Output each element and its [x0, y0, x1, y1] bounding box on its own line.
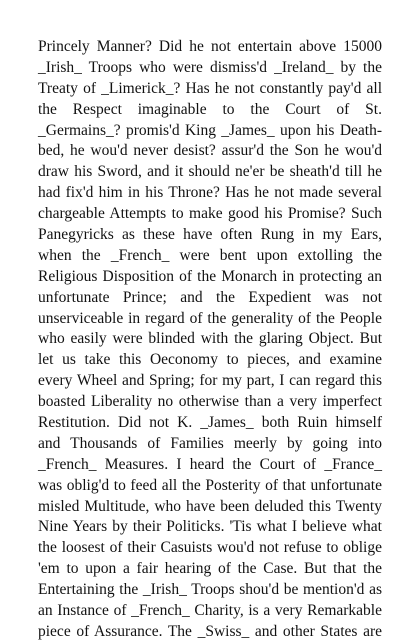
text-line: bed, he wou'd never desist? assur'd the Son he wou'd — [38, 142, 382, 160]
text-line: the Respect imaginable to the Court of St. — [38, 100, 382, 118]
text-line: piece of Assurance. The _Swiss_ and other States are — [38, 622, 382, 640]
text-line: an Instance of _French_ Charity, is a very Remarkable — [38, 602, 382, 620]
text-line: Religious Disposition of the Monarch in protecting an — [38, 267, 382, 285]
text-line: when the _French_ were bent upon extolling the — [38, 246, 382, 264]
text-line: Entertaining the _Irish_ Troops shou'd be mention'd as — [38, 581, 382, 599]
text-line: had fix'd him in his Throne? Has he not made several — [38, 184, 382, 202]
text-line: misled Multitude, who have been deluded this Twenty — [38, 497, 382, 515]
document-page — [38, 37, 382, 643]
text-line: Princely Manner? Did he not entertain above 15000 — [38, 38, 382, 55]
text-line: Treaty of _Limerick_? Has he not constantly pay'd all — [38, 79, 382, 97]
text-line: Nine Years by their Politicks. 'Tis what I believe what — [38, 518, 382, 536]
text-line: _Irish_ Troops who were dismiss'd _Ireland_ by the — [38, 58, 382, 76]
text-line: _Germains_? promis'd King _James_ upon his Death- — [38, 121, 382, 139]
text-line: was oblig'd to feed all the Posterity of that unfortunate — [38, 476, 382, 494]
text-line: unserviceable in regard of the generality of the People — [38, 309, 382, 327]
text-line: Restitution. Did not K. _James_ both Ruin himself — [38, 414, 382, 432]
text-line: unfortunate Prince; and the Expedient was not — [38, 288, 382, 306]
text-line: 'em to upon a fair hearing of the Case. But that the — [38, 560, 382, 578]
text-line: the loosest of their Casuists wou'd not refuse to oblige — [38, 539, 382, 557]
text-line: _French_ Measures. I heard the Court of _France_ — [38, 455, 382, 473]
text-line: every Wheel and Spring; for my part, I can regard this — [38, 372, 382, 390]
text-line: Panegyricks as these have often Rung in my Ears, — [38, 226, 382, 244]
text-line: chargeable Attempts to make good his Promise? Such — [38, 205, 382, 223]
text-line: let us take this Oeconomy to pieces, and examine — [38, 351, 382, 369]
text-line: boasted Liberality no otherwise than a very imperfect — [38, 393, 382, 411]
text-line: and Thousands of Families meerly by going into — [38, 434, 382, 452]
text-line: draw his Sword, and it should ne'er be sheath'd till he — [38, 163, 382, 181]
text-line: who easily were blinded with the glaring Object. But — [38, 330, 382, 348]
